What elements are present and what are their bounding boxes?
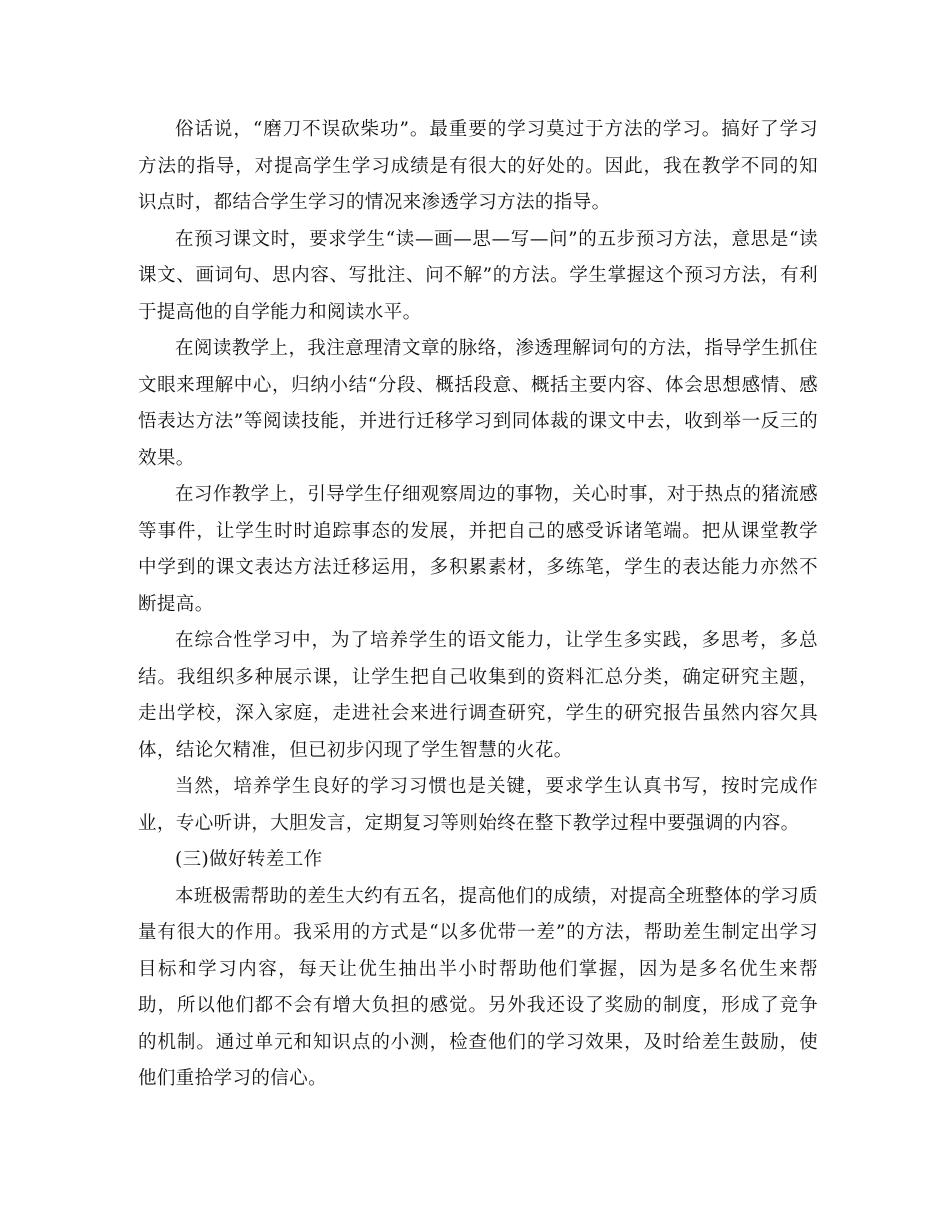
paragraph-writing-teaching: 在习作教学上，引导学生仔细观察周边的事物，关心时事，对于热点的猪流感等事件，让学生时时追踪事态的发展，并把自己的感受诉诸笔端。把从课堂教学中学到的课文表达方法迁移运用，多积累素材，多练笔，学生的表达能力亦然不断提高。 [138, 484, 818, 615]
document-page [138, 112, 818, 1098]
paragraph-helping-weak-students: 本班极需帮助的差生大约有五名，提高他们的成绩，对提高全班整体的学习质量有很大的作用。我采用的方式是“以多优带一差”的方法，帮助差生制定出学习目标和学习内容，每天让优生抽出半小时帮助他们掌握，因为是多名优生来帮助，所以他们都不会有增大负担的感觉。另外我还设了奖励的制度，形成了竞争的机制。通过单元和知识点的小测，检查他们的学习效果，及时给差生鼓励，使他们重拾学习的信心。 [138, 885, 818, 1089]
paragraph-comprehensive-learning: 在综合性学习中，为了培养学生的语文能力，让学生多实践，多思考，多总结。我组织多种展示课，让学生把自己收集到的资料汇总分类，确定研究主题，走出学校，深入家庭，走进社会来进行调查研究，学生的研究报告虽然内容欠具体，结论欠精准，但已初步闪现了学生智慧的火花。 [138, 630, 818, 761]
paragraph-preview-method: 在预习课文时，要求学生“读—画—思—写—问”的五步预习方法，意思是“读课文、画词句、思内容、写批注、问不解”的方法。学生掌握这个预习方法，有利于提高他的自学能力和阅读水平。 [138, 228, 818, 323]
paragraph-reading-teaching: 在阅读教学上，我注意理清文章的脉络，渗透理解词句的方法，指导学生抓住文眼来理解中心，归纳小结“分段、概括段意、概括主要内容、体会思想感情、感悟表达方法”等阅读技能，并进行迁移学习到同体裁的课文中去，收到举一反三的效果。 [138, 338, 818, 469]
paragraph-study-methods: 俗话说，“磨刀不误砍柴功”。最重要的学习莫过于方法的学习。搞好了学习方法的指导，对提高学生学习成绩是有很大的好处的。因此，我在教学不同的知识点时，都结合学生学习的情况来渗透学习方法的指导。 [138, 119, 818, 213]
paragraph-study-habits: 当然，培养学生良好的学习习惯也是关键，要求学生认真书写，按时完成作业，专心听讲，大胆发言，定期复习等则始终在整下教学过程中要强调的内容。 [138, 776, 818, 834]
section-heading: (三)做好转差工作 [175, 849, 323, 870]
